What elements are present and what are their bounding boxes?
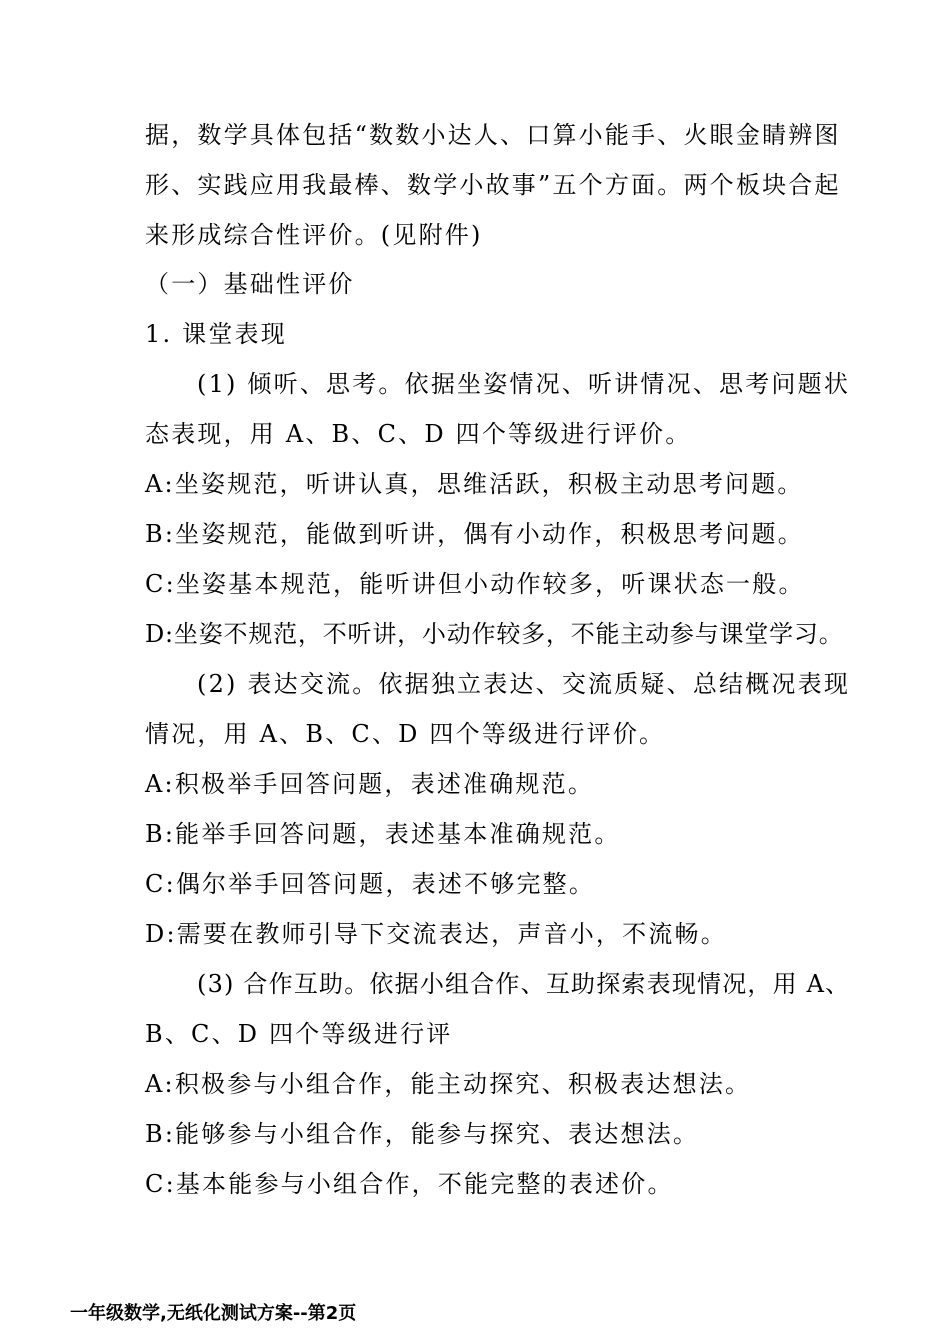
paragraph-line: 情况，用 A、B、C、D 四个等级进行评价。 <box>145 720 666 748</box>
section-heading: （一）基础性评价 <box>145 270 355 298</box>
grade-item: D:坐姿不规范，不听讲，小动作较多，不能主动参与课堂学习。 <box>145 620 844 648</box>
paragraph-line: 据，数学具体包括“数数小达人、口算小能手、火眼金睛辨图 <box>145 121 841 149</box>
paragraph-line: (3) 合作互助。依据小组合作、互助探索表现情况，用 A、 <box>197 970 851 998</box>
paragraph-line: 形、实践应用我最棒、数学小故事”五个方面。两个板块合起 <box>145 171 841 199</box>
grade-item: A:积极参与小组合作，能主动探究、积极表达想法。 <box>145 1070 752 1098</box>
paragraph-line: 态表现，用 A、B、C、D 四个等级进行评价。 <box>145 420 692 448</box>
grade-item: B:坐姿规范，能做到听讲，偶有小动作，积极思考问题。 <box>145 520 804 548</box>
page-footer: 一年级数学,无纸化测试方案--第2页 <box>70 1303 357 1324</box>
grade-item: B:能够参与小组合作，能参与探究、表达想法。 <box>145 1120 700 1148</box>
paragraph-line: (1) 倾听、思考。依据坐姿情况、听讲情况、思考问题状 <box>197 370 851 398</box>
paragraph-line: B、C、D 四个等级进行评 <box>145 1020 453 1048</box>
grade-item: A:坐姿规范，听讲认真，思维活跃，积极主动思考问题。 <box>145 470 804 498</box>
grade-item: C:坐姿基本规范，能听讲但小动作较多，听课状态一般。 <box>145 570 805 598</box>
paragraph-line: (2) 表达交流。依据独立表达、交流质疑、总结概况表现 <box>197 670 851 698</box>
grade-item: D:需要在教师引导下交流表达，声音小，不流畅。 <box>145 920 727 948</box>
grade-item: C:基本能参与小组合作，不能完整的表述价。 <box>145 1170 674 1198</box>
grade-item: B:能举手回答问题，表述基本准确规范。 <box>145 820 621 848</box>
subsection-heading: 1. 课堂表现 <box>145 320 287 348</box>
grade-item: A:积极举手回答问题，表述准确规范。 <box>145 770 595 798</box>
paragraph-line: 来形成综合性评价。(见附件) <box>145 221 483 249</box>
grade-item: C:偶尔举手回答问题，表述不够完整。 <box>145 870 596 898</box>
